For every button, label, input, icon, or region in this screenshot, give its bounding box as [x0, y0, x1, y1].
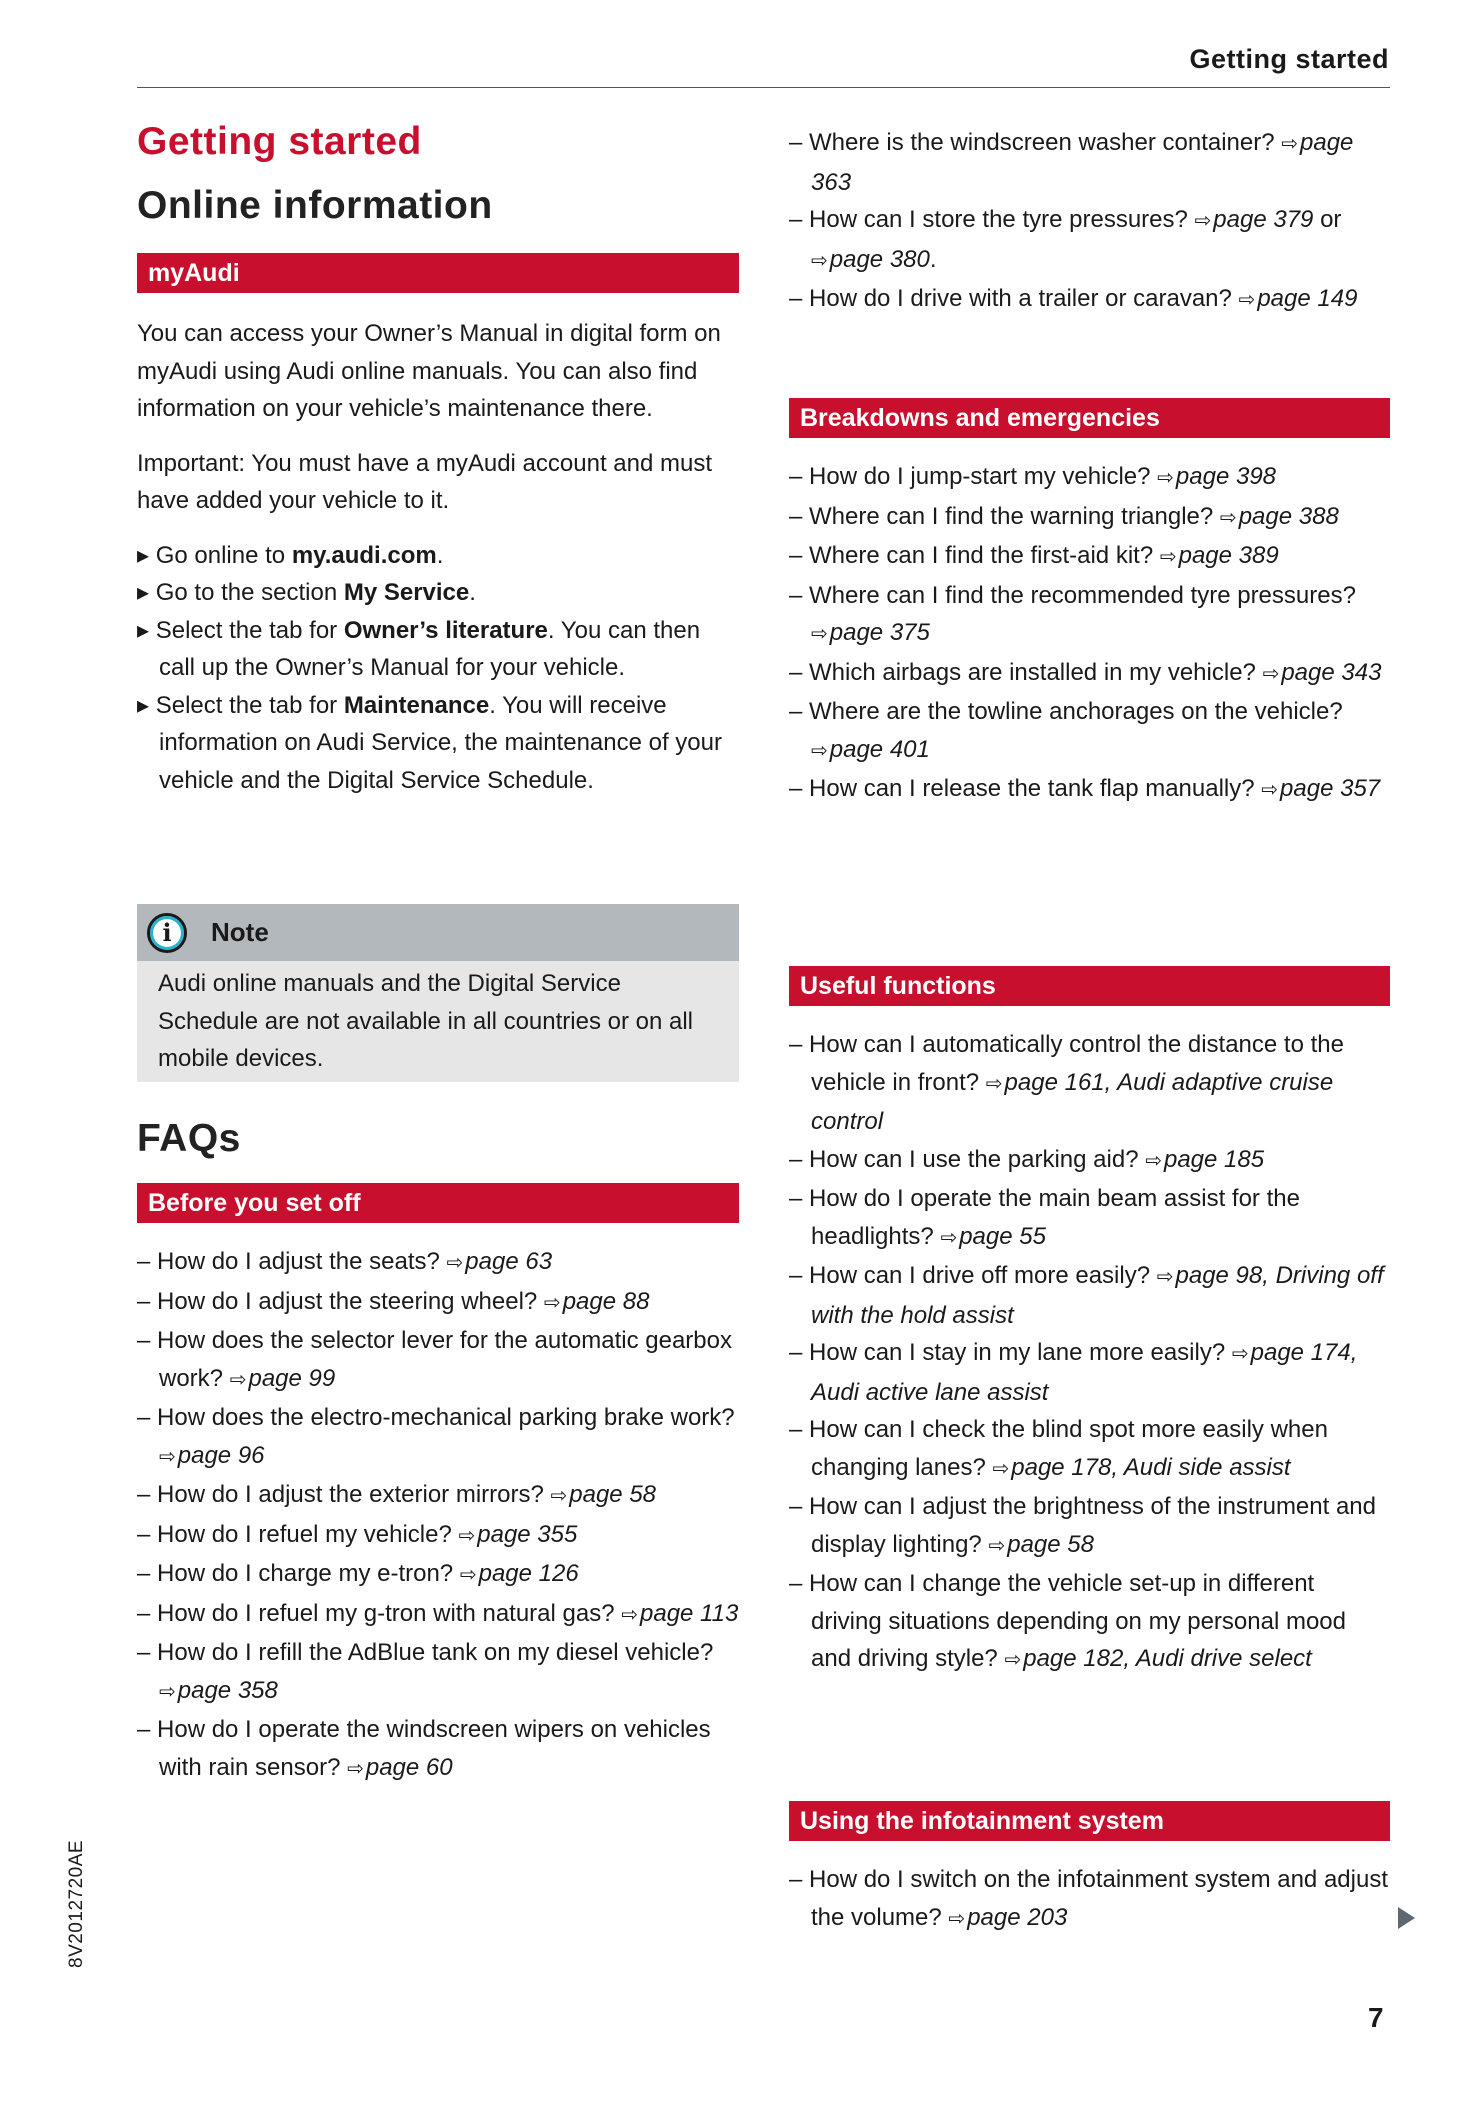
page-reference[interactable]: page 58: [1007, 1530, 1094, 1558]
faq-item: [137, 1243, 739, 1283]
note-title: Note: [211, 917, 269, 947]
page-reference[interactable]: page 401: [829, 735, 930, 763]
page-ref-arrow-icon: ⇨: [1004, 1649, 1022, 1671]
step-item: [137, 612, 739, 687]
page-ref-arrow-icon: ⇨: [550, 1485, 568, 1507]
faq-question: How can I store the tyre pressures?: [809, 206, 1188, 233]
page-ref-arrow-icon: ⇨: [811, 623, 828, 645]
page-number: 7: [1368, 2002, 1384, 2033]
dash-icon: –: [789, 1493, 810, 1520]
faq-item: [789, 498, 1390, 538]
dash-icon: –: [789, 463, 810, 490]
faq-item: [137, 1595, 739, 1635]
dash-icon: –: [789, 1866, 810, 1893]
page-ref-arrow-icon: ⇨: [948, 1907, 966, 1930]
page-ref-arrow-icon: ⇨: [459, 1564, 477, 1586]
dash-icon: –: [789, 129, 810, 156]
dash-icon: –: [789, 698, 810, 725]
faq-question: Where are the towline anchorages on the vehicle?: [809, 698, 1343, 725]
page-ref-arrow-icon: ⇨: [992, 1457, 1010, 1480]
page-reference[interactable]: page 379: [1213, 206, 1314, 233]
step-text: Select the tab for: [155, 691, 344, 719]
dash-icon: –: [789, 285, 810, 312]
page-reference[interactable]: page 363: [811, 129, 1354, 196]
myaudi-section: [137, 253, 739, 799]
step-bold: my.audi.com: [291, 541, 437, 569]
faq-section: [789, 398, 1390, 810]
faq-item: [789, 693, 1390, 770]
faq-question: How do I switch on the infotainment system and adjust the volume?: [809, 1866, 1388, 1931]
dash-icon: –: [789, 658, 810, 686]
page-reference[interactable]: page 355: [477, 1520, 578, 1548]
faq-question: How do I refuel my g-tron with natural gas?: [157, 1599, 615, 1627]
page-ref-arrow-icon: ⇨: [458, 1524, 476, 1547]
faq-item: [789, 124, 1390, 201]
dash-icon: –: [137, 1716, 158, 1743]
page-ref-arrow-icon: ⇨: [1262, 662, 1280, 685]
faq-question: How can I stay in my lane more easily?: [809, 1339, 1226, 1366]
page-ref-arrow-icon: ⇨: [1156, 1266, 1174, 1288]
page-reference[interactable]: page 60: [365, 1753, 453, 1781]
faq-question: How can I release the tank flap manually?: [809, 775, 1255, 802]
faq-question: How do I adjust the seats?: [157, 1248, 440, 1275]
header-rule: [137, 87, 1390, 88]
page-reference[interactable]: page 343: [1281, 658, 1382, 686]
step-item: [137, 687, 739, 800]
page-ref-arrow-icon: ⇨: [1238, 289, 1256, 311]
page-ref-arrow-icon: ⇨: [811, 739, 828, 762]
page-ref-arrow-icon: ⇨: [988, 1534, 1006, 1557]
dash-icon: –: [789, 1339, 810, 1366]
faq-item: [137, 1399, 739, 1476]
step-item: [137, 574, 739, 612]
dash-icon: –: [137, 1327, 158, 1354]
page-reference[interactable]: page 358: [177, 1676, 278, 1704]
faq-section: [789, 124, 1390, 320]
step-text: .: [469, 579, 476, 606]
myaudi-para-2: Important: You must have a myAudi account and must have added your vehicle to it.: [137, 449, 712, 514]
section-heading: Breakdowns and emergencies: [789, 398, 1390, 438]
faq-item: [789, 280, 1390, 320]
page-ref-arrow-icon: ⇨: [1194, 210, 1212, 232]
section-title: Online information: [137, 184, 493, 227]
faq-question: How do I refuel my vehicle?: [157, 1520, 452, 1548]
dash-icon: –: [789, 1262, 810, 1289]
dash-icon: –: [137, 1481, 158, 1508]
bullet-icon: ▸: [137, 579, 156, 606]
faq-item: [137, 1711, 739, 1788]
dash-icon: –: [137, 1560, 158, 1587]
section-heading: Using the infotainment system: [789, 1801, 1390, 1841]
faq-question: How does the selector lever for the automatic gearbox work?: [157, 1327, 732, 1392]
faq-item: [789, 1565, 1390, 1680]
faq-question: How do I charge my e-tron?: [157, 1560, 454, 1587]
dash-icon: –: [137, 1287, 158, 1315]
faq-item: [789, 577, 1390, 654]
faq-section: [789, 1801, 1390, 1938]
faq-question: How do I drive with a trailer or caravan?: [809, 285, 1232, 312]
faq-item: [789, 654, 1390, 694]
page-reference[interactable]: page 161, Audi adaptive cruise control: [811, 1068, 1334, 1135]
faq-item: [789, 1334, 1390, 1411]
page-reference[interactable]: page 174, Audi active lane assist: [811, 1339, 1358, 1406]
faq-question: How do I adjust the steering wheel?: [157, 1287, 538, 1315]
faq-item: [789, 1488, 1390, 1565]
faq-section: [789, 966, 1390, 1680]
section-heading: Before you set off: [137, 1183, 739, 1223]
faq-question: Where can I find the warning triangle?: [809, 502, 1214, 530]
step-bold: Maintenance: [343, 691, 490, 719]
dash-icon: –: [789, 1145, 810, 1173]
faq-item: [789, 1257, 1390, 1334]
page-ref-arrow-icon: ⇨: [621, 1603, 638, 1626]
dash-icon: –: [137, 1520, 158, 1548]
dash-icon: –: [789, 1185, 810, 1212]
page-ref-arrow-icon: ⇨: [446, 1252, 464, 1274]
step-bold: Owner’s literature: [343, 616, 548, 644]
faq-question: Which airbags are installed in my vehicle?: [809, 658, 1256, 686]
page-reference[interactable]: page 388: [1238, 502, 1339, 530]
page-reference[interactable]: page 149: [1257, 285, 1358, 312]
dash-icon: –: [789, 581, 810, 609]
faq-question: How do I jump-start my vehicle?: [809, 463, 1151, 490]
page-reference[interactable]: page 203: [967, 1903, 1068, 1931]
faq-question: How do I refill the AdBlue tank on my diesel vehicle?: [157, 1639, 714, 1666]
faq-item: [789, 1180, 1390, 1257]
page-reference[interactable]: page 182, Audi drive select: [1023, 1645, 1312, 1672]
myaudi-steps: [137, 537, 739, 800]
faq-or: or: [1320, 206, 1342, 233]
page-ref-arrow-icon: ⇨: [229, 1368, 247, 1391]
page-ref-arrow-icon: ⇨: [985, 1072, 1003, 1095]
faq-question: How do I operate the main beam assist for the headlights?: [809, 1185, 1300, 1250]
page-reference[interactable]: page 185: [1163, 1145, 1265, 1173]
bullet-icon: ▸: [137, 616, 156, 644]
faq-item: [137, 1322, 739, 1399]
page-ref-arrow-icon: ⇨: [347, 1757, 364, 1780]
page-reference[interactable]: page 389: [1178, 542, 1279, 569]
page-ref-arrow-icon: ⇨: [1231, 1343, 1249, 1365]
chapter-title: Getting started: [137, 120, 422, 163]
faq-list: [789, 458, 1390, 810]
faq-question: How can I use the parking aid?: [809, 1145, 1139, 1173]
page-reference[interactable]: page 98, Driving off with the hold assist: [811, 1262, 1384, 1329]
faq-item: [137, 1555, 739, 1595]
dash-icon: –: [789, 1416, 810, 1443]
step-text: .: [436, 541, 444, 569]
step-text: Select the tab for: [155, 616, 344, 644]
page-reference[interactable]: page 55: [959, 1222, 1046, 1250]
faq-item: [789, 1861, 1390, 1938]
faq-list: [137, 1243, 739, 1788]
page-reference[interactable]: page 375: [829, 619, 930, 646]
page-reference[interactable]: page 178, Audi side assist: [1011, 1453, 1291, 1481]
faq-question: How can I adjust the brightness of the instrument and display lighting?: [809, 1493, 1377, 1558]
faq-item: [789, 458, 1390, 498]
page-reference[interactable]: page 126: [478, 1560, 579, 1587]
faq-item: [789, 770, 1390, 810]
page-reference[interactable]: page 63: [465, 1248, 553, 1275]
faq-question: How does the electro-mechanical parking brake work?: [157, 1404, 735, 1431]
faq-item: [137, 1516, 739, 1556]
faq-section: [137, 1183, 739, 1788]
faq-item: [789, 1026, 1390, 1141]
step-text: Go to the section: [155, 579, 344, 606]
faq-item: – How can I store the tyre pressures? ⇨page 379 or ⇨page 380.: [789, 206, 1342, 273]
page-ref-arrow-icon: ⇨: [1219, 506, 1237, 529]
page-ref-arrow-icon: ⇨: [1261, 779, 1279, 801]
page-reference[interactable]: page 96: [177, 1441, 265, 1469]
page-reference[interactable]: page 99: [248, 1364, 336, 1392]
faq-item: [137, 1634, 739, 1711]
faq-question: Where is the windscreen washer container?: [809, 129, 1275, 156]
dash-icon: –: [137, 1599, 158, 1627]
step-text: . You will receive information on Audi Service, the maintenance of your vehicle and the Digital Service Schedule.: [159, 691, 722, 794]
page-reference[interactable]: page 357: [1280, 775, 1381, 802]
note-text: Audi online manuals and the Digital Service Schedule are not available in all countries or on all mobile devices.: [158, 970, 693, 1072]
page-reference[interactable]: page 88: [562, 1287, 650, 1315]
dash-icon: –: [137, 1639, 158, 1666]
page-ref-arrow-icon: ⇨: [543, 1291, 561, 1314]
step-bold: My Service: [343, 579, 470, 606]
faq-question: How can I automatically control the distance to the vehicle in front?: [809, 1031, 1344, 1096]
faq-item: [789, 1411, 1390, 1488]
page-ref-arrow-icon: ⇨: [811, 249, 828, 272]
page-reference[interactable]: page 113: [640, 1599, 739, 1627]
page-ref-arrow-icon: ⇨: [159, 1680, 176, 1703]
dash-icon: –: [789, 775, 810, 802]
faq-list: [789, 1861, 1390, 1938]
dash-icon: –: [789, 1031, 810, 1058]
faq-question: How do I adjust the exterior mirrors?: [157, 1481, 544, 1508]
page-ref-arrow-icon: ⇨: [1157, 467, 1174, 489]
document-code: 8V2012720AE: [66, 1839, 87, 1968]
dash-icon: –: [789, 1570, 810, 1597]
page-reference[interactable]: page 58: [569, 1481, 657, 1508]
step-text: Go online to: [155, 541, 292, 569]
step-text: . You can then call up the Owner’s Manual for your vehicle.: [159, 616, 701, 681]
myaudi-heading: myAudi: [137, 253, 739, 293]
dash-icon: –: [789, 542, 810, 569]
dash-icon: –: [789, 206, 810, 233]
section-heading: Useful functions: [789, 966, 1390, 1006]
faq-question: Where can I find the recommended tyre pressures?: [809, 581, 1356, 609]
faq-question: How do I operate the windscreen wipers on vehicles with rain sensor?: [157, 1716, 711, 1781]
page-ref-arrow-icon: ⇨: [1145, 1149, 1162, 1172]
bullet-icon: ▸: [137, 541, 156, 569]
note-header: [137, 904, 739, 961]
faq-item: [789, 537, 1390, 577]
faq-item: [137, 1476, 739, 1516]
faq-question: How can I change the vehicle set-up in different driving situations depending on my personal mood and driving style?: [809, 1570, 1346, 1672]
faq-item: [137, 1283, 739, 1323]
faq-list: [789, 1026, 1390, 1680]
note-box: [137, 904, 739, 1082]
dash-icon: –: [137, 1404, 158, 1431]
page-reference[interactable]: page 398: [1175, 463, 1277, 490]
page-ref-arrow-icon: ⇨: [940, 1226, 958, 1249]
bullet-icon: ▸: [137, 691, 156, 719]
faq-list: [789, 124, 1390, 320]
info-icon: i: [147, 913, 187, 953]
faq-item: [789, 1141, 1390, 1181]
faqs-title: FAQs: [137, 1117, 241, 1160]
page-ref-arrow-icon: ⇨: [159, 1445, 176, 1468]
step-item: [137, 537, 739, 575]
faq-question: How can I drive off more easily?: [809, 1262, 1151, 1289]
running-header: Getting started: [1189, 44, 1389, 74]
next-page-icon: [1398, 1907, 1415, 1929]
faq-question: Where can I find the first-aid kit?: [809, 542, 1154, 569]
myaudi-para-1: You can access your Owner’s Manual in digital form on myAudi using Audi online manuals. You can also find information on your vehicle’s maintenance there.: [137, 320, 721, 422]
dash-icon: –: [137, 1248, 158, 1275]
faq-question: How can I check the blind spot more easily when changing lanes?: [809, 1416, 1328, 1481]
page-ref-arrow-icon: ⇨: [1159, 546, 1177, 568]
dash-icon: –: [789, 502, 810, 530]
page-reference[interactable]: page 380: [829, 245, 930, 273]
page-ref-arrow-icon: ⇨: [1281, 133, 1299, 155]
